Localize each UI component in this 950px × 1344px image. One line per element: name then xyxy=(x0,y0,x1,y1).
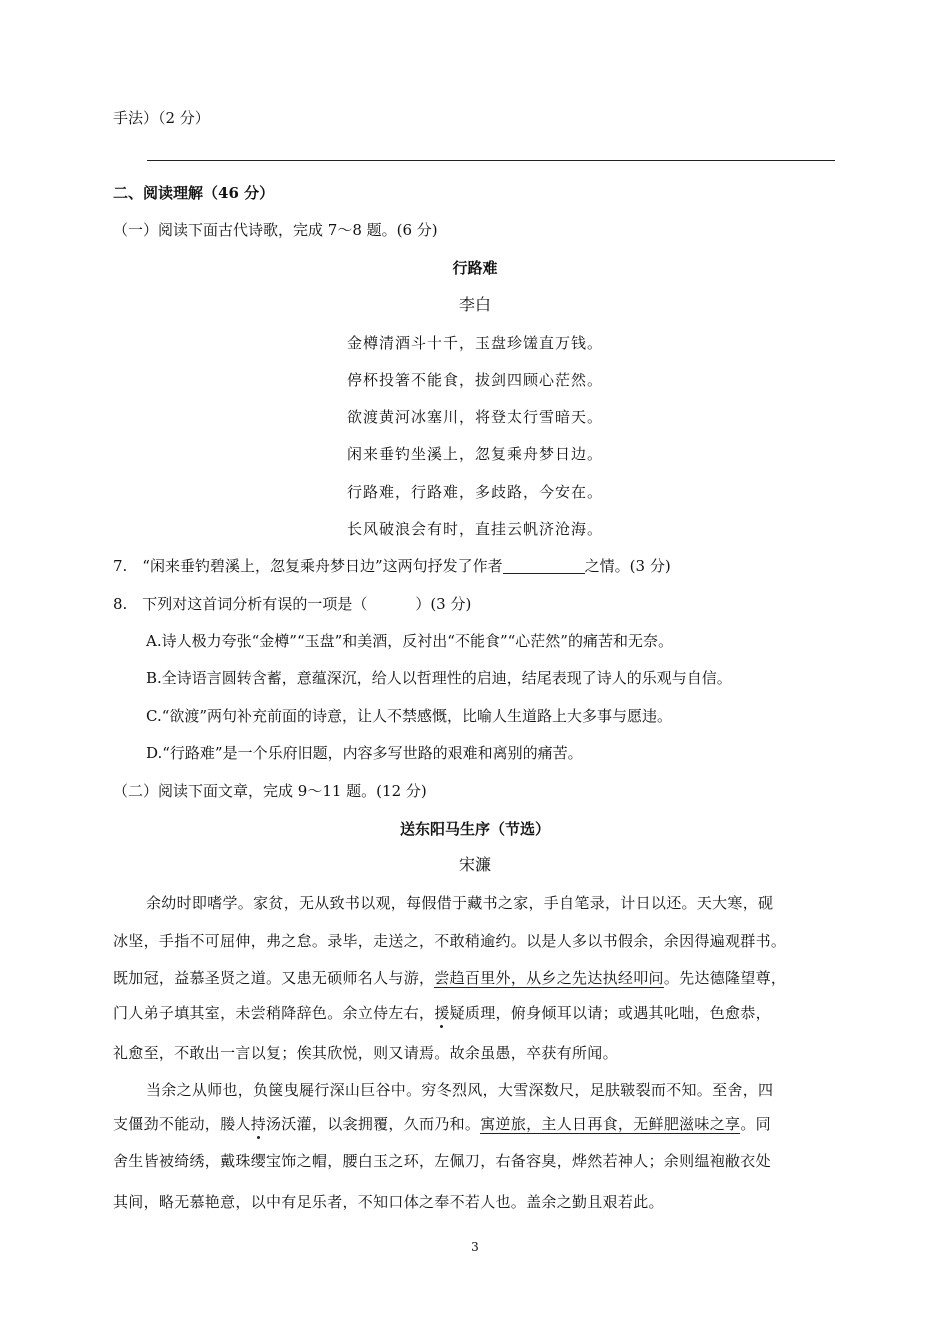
section-heading: 二、阅读理解（46 分） xyxy=(113,184,275,202)
question-7-text: 7. “闲来垂钓碧溪上，忽复乘舟梦日边”这两句抒发了作者 xyxy=(113,557,503,575)
passage-line: 其间，略无慕艳意，以中有足乐者，不知口体之奉不若人也。盖余之勤且艰若此。 xyxy=(113,1193,664,1211)
question-8-tail: ）(3 分) xyxy=(415,595,472,613)
poem-line: 行路难，行路难，多歧路，今安在。 xyxy=(346,483,603,501)
question-7 xyxy=(113,556,671,576)
passage-line: 支僵劲不能动，媵人持汤沃灌，以衾拥覆，久而乃和。寓逆旅，主人日再食，无鲜肥滋味之享。同 xyxy=(113,1115,771,1133)
poem-line: 金樽清酒斗十千，玉盘珍馐直万钱。 xyxy=(346,334,603,352)
part2-intro: （二）阅读下面文章，完成 9～11 题。(12 分) xyxy=(113,782,427,800)
poem-line: 闲来垂钓坐溪上，忽复乘舟梦日边。 xyxy=(346,445,603,463)
top-fragment: 手法）（2 分） xyxy=(113,109,210,127)
dotted-character: 持 xyxy=(250,1115,267,1133)
poem-title: 行路难 xyxy=(452,259,498,277)
poem-author: 李白 xyxy=(458,295,491,314)
poem-line: 停杯投箸不能食，拔剑四顾心茫然。 xyxy=(346,371,603,389)
dotted-character: 援 xyxy=(434,1004,450,1022)
passage-line: 舍生皆被绮绣，戴珠缨宝饰之帽，腰白玉之环，左佩刀，右备容臭，烨然若神人；余则缊袍敝衣处 xyxy=(113,1152,771,1170)
option-d: D.“行路难”是一个乐府旧题，内容多写世路的艰难和离别的痛苦。 xyxy=(146,744,583,762)
poem-line: 长风破浪会有时，直挂云帆济沧海。 xyxy=(346,520,603,538)
answer-line xyxy=(147,160,835,161)
option-c: C.“欲渡”两句补充前面的诗意，让人不禁感慨，比喻人生道路上大多事与愿违。 xyxy=(146,707,673,725)
option-a: A.诗人极力夸张“金樽”“玉盘”和美酒，反衬出“不能食”“心茫然”的痛苦和无奈。 xyxy=(146,632,673,650)
poem-line: 欲渡黄河冰塞川，将登太行雪暗天。 xyxy=(346,408,603,426)
part1-intro: （一）阅读下面古代诗歌，完成 7～8 题。(6 分) xyxy=(113,221,438,239)
answer-blank[interactable] xyxy=(503,557,585,574)
passage-line: 礼愈至，不敢出一言以复；俟其欣悦，则又请焉。故余虽愚，卒获有所闻。 xyxy=(113,1044,618,1062)
page-number: 3 xyxy=(471,1240,479,1254)
passage-line: 门人弟子填其室，未尝稍降辞色。余立侍左右，援疑质理，俯身倾耳以请；或遇其叱咄，色愈恭， xyxy=(113,1004,771,1022)
underlined-sentence: 尝趋百里外，从乡之先达执经叩问 xyxy=(434,969,664,987)
underlined-sentence: 寓逆旅，主人日再食，无鲜肥滋味之享 xyxy=(480,1115,741,1133)
passage-line: 当余之从师也，负箧曳屣行深山巨谷中。穷冬烈风，大雪深数尺，足肤皲裂而不知。至舍，四 xyxy=(146,1081,774,1099)
question-8 xyxy=(113,594,471,614)
question-8-text: 8. 下列对这首词分析有误的一项是（ xyxy=(113,595,368,613)
passage-author: 宋濂 xyxy=(458,855,491,874)
passage-line: 余幼时即嗜学。家贫，无从致书以观，每假借于藏书之家，手自笔录，计日以还。天大寒，砚 xyxy=(146,894,774,912)
question-7-tail: 之情。(3 分) xyxy=(584,557,671,575)
passage-title: 送东阳马生序（节选） xyxy=(399,820,550,838)
passage-line: 冰坚，手指不可屈伸，弗之怠。录毕，走送之，不敢稍逾约。以是人多以书假余，余因得遍观群书。 xyxy=(113,932,787,950)
passage-line: 既加冠，益慕圣贤之道。又患无硕师名人与游，尝趋百里外，从乡之先达执经叩问。先达德隆望尊， xyxy=(113,969,787,987)
option-b: B.全诗语言圆转含蓄，意蕴深沉，给人以哲理性的启迪，结尾表现了诗人的乐观与自信。 xyxy=(146,669,732,687)
